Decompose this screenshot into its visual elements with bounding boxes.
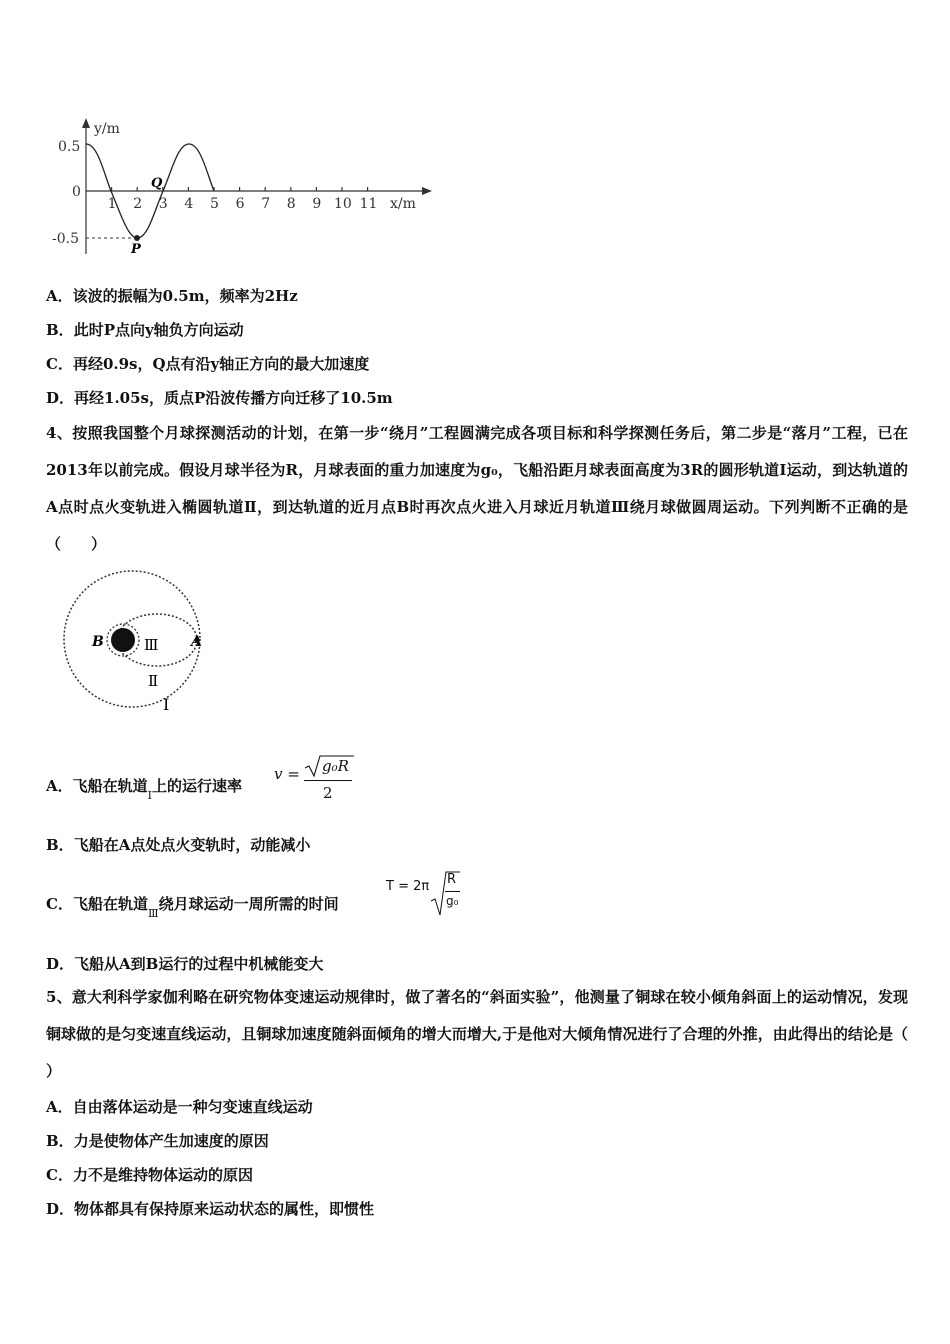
y-axis-label: y/m [94,121,120,137]
x-tick-label: 4 [184,196,194,212]
option-letter: A． [46,287,73,305]
point-q-label: Q [151,176,163,191]
formula-denominator: 2 [323,784,333,802]
x-axis-arrow [422,187,432,195]
option-letter: B． [46,321,74,339]
option-text: 力不是维持物体运动的原因 [72,1166,253,1184]
option-text: 此时P点向y轴负方向运动 [73,321,244,339]
option-text: 再经1.05s，质点P沿波传播方向迁移了10.5m [74,389,393,407]
y-axis-arrow [82,118,90,128]
q3-option-d [46,388,393,408]
orbit-diagram [46,566,216,716]
q5-option-d [46,1199,374,1219]
x-tick-label: 6 [235,196,245,212]
option-text: 飞船在A点处点火变轨时，动能减小 [73,836,311,854]
formula-numerator: R [447,872,457,887]
moon [111,628,135,652]
y-tick-pos: 0.5 [58,139,81,155]
q5-option-b [46,1131,269,1151]
orbit-subscript: Ⅰ [147,789,153,802]
option-text: 自由落体运动是一种匀变速直线运动 [72,1098,313,1116]
y-tick-neg: -0.5 [52,231,79,247]
option-text: 绕月球运动一周所需的时间 [158,895,339,913]
q5-option-a [46,1097,313,1117]
label-b: B [92,634,104,650]
fraction-bar [304,780,352,781]
option-letter: C． [46,1166,73,1184]
option-letter: B． [46,836,74,854]
formula-lhs: v = [274,765,300,783]
x-tick-label: 11 [359,196,378,212]
option-text: 飞船在轨道 [72,895,148,913]
x-tick-label: 9 [312,196,322,212]
option-text: 物体都具有保持原来运动状态的属性，即惯性 [74,1200,375,1218]
option-text: 力是使物体产生加速度的原因 [73,1132,269,1150]
option-letter: D． [46,955,75,973]
option-text: 上的运行速率 [152,777,243,795]
point-p-dot [134,235,140,241]
q3-option-b [46,320,244,340]
q5-stem: 5、意大利科学家伽利略在研究物体变速运动规律时，做了著名的“斜面实验”，他测量了铜球在较小倾角斜面上的运动情况，发现铜球做的是匀变速直线运动，且铜球加速度随斜面倾角的增大而增大,于是他对大倾角情况进行了合理的外推，由此得出的结论是（ ） [46,988,908,1080]
x-tick-label: 5 [210,196,219,212]
wave-graph [50,112,440,262]
velocity-formula [274,751,364,805]
label-orbit-1: Ⅰ [163,695,170,714]
label-orbit-3: Ⅲ [144,636,159,654]
formula-lhs: T = 2π [386,879,430,894]
q4-stem: 4、按照我国整个月球探测活动的计划，在第一步“绕月”工程圆满完成各项目标和科学探测任务后，第二步是“落月”工程，已在2013年以前完成。假设月球半径为R，月球表面的重力加速度为g₀，飞船沿距月球表面高度为3R的圆形轨道Ⅰ运动，到达轨道的A点时点火变轨进入椭圆轨道Ⅱ，到达轨道的近月点B时再次点火进入月球近月轨道Ⅲ绕月球做圆周运动。下列判断不正确的是（ ） [46,424,908,553]
option-text: 飞船在轨道 [72,777,148,795]
formula-numerator: g₀R [322,757,349,775]
q4-option-b [46,835,310,855]
option-letter: A． [46,777,73,795]
y-tick-zero: 0 [72,184,81,200]
option-letter: C． [46,895,73,913]
option-letter: B． [46,1132,74,1150]
label-orbit-2: Ⅱ [148,672,159,690]
x-tick-label: 2 [133,196,143,212]
q3-option-c [46,354,369,374]
option-letter: D． [46,389,75,407]
option-letter: D． [46,1200,75,1218]
formula-denominator: g₀ [446,894,459,908]
option-letter: C． [46,355,73,373]
period-formula [386,869,466,919]
option-letter: A． [46,1098,73,1116]
x-tick-label: 8 [286,196,296,212]
point-p-label: P [131,242,141,257]
option-text: 飞船从A到B运行的过程中机械能变大 [74,955,324,973]
x-tick-label: 10 [334,196,352,212]
x-tick-label: 7 [261,196,271,212]
orbit-subscript: Ⅲ [147,907,159,920]
x-tick-label: 1 [107,196,117,212]
x-tick-label: 3 [158,196,168,212]
label-a: A [191,634,202,650]
option-text: 再经0.9s，Q点有沿y轴正方向的最大加速度 [72,355,370,373]
fraction-bar [445,891,460,892]
x-axis-label: x/m [390,196,416,212]
option-text: 该波的振幅为0.5m，频率为2Hz [72,287,298,305]
q4-option-d [46,954,323,974]
q4-option-a [46,776,243,802]
q4-option-c [46,894,339,920]
q3-option-a [46,286,298,306]
q5-option-c [46,1165,253,1185]
